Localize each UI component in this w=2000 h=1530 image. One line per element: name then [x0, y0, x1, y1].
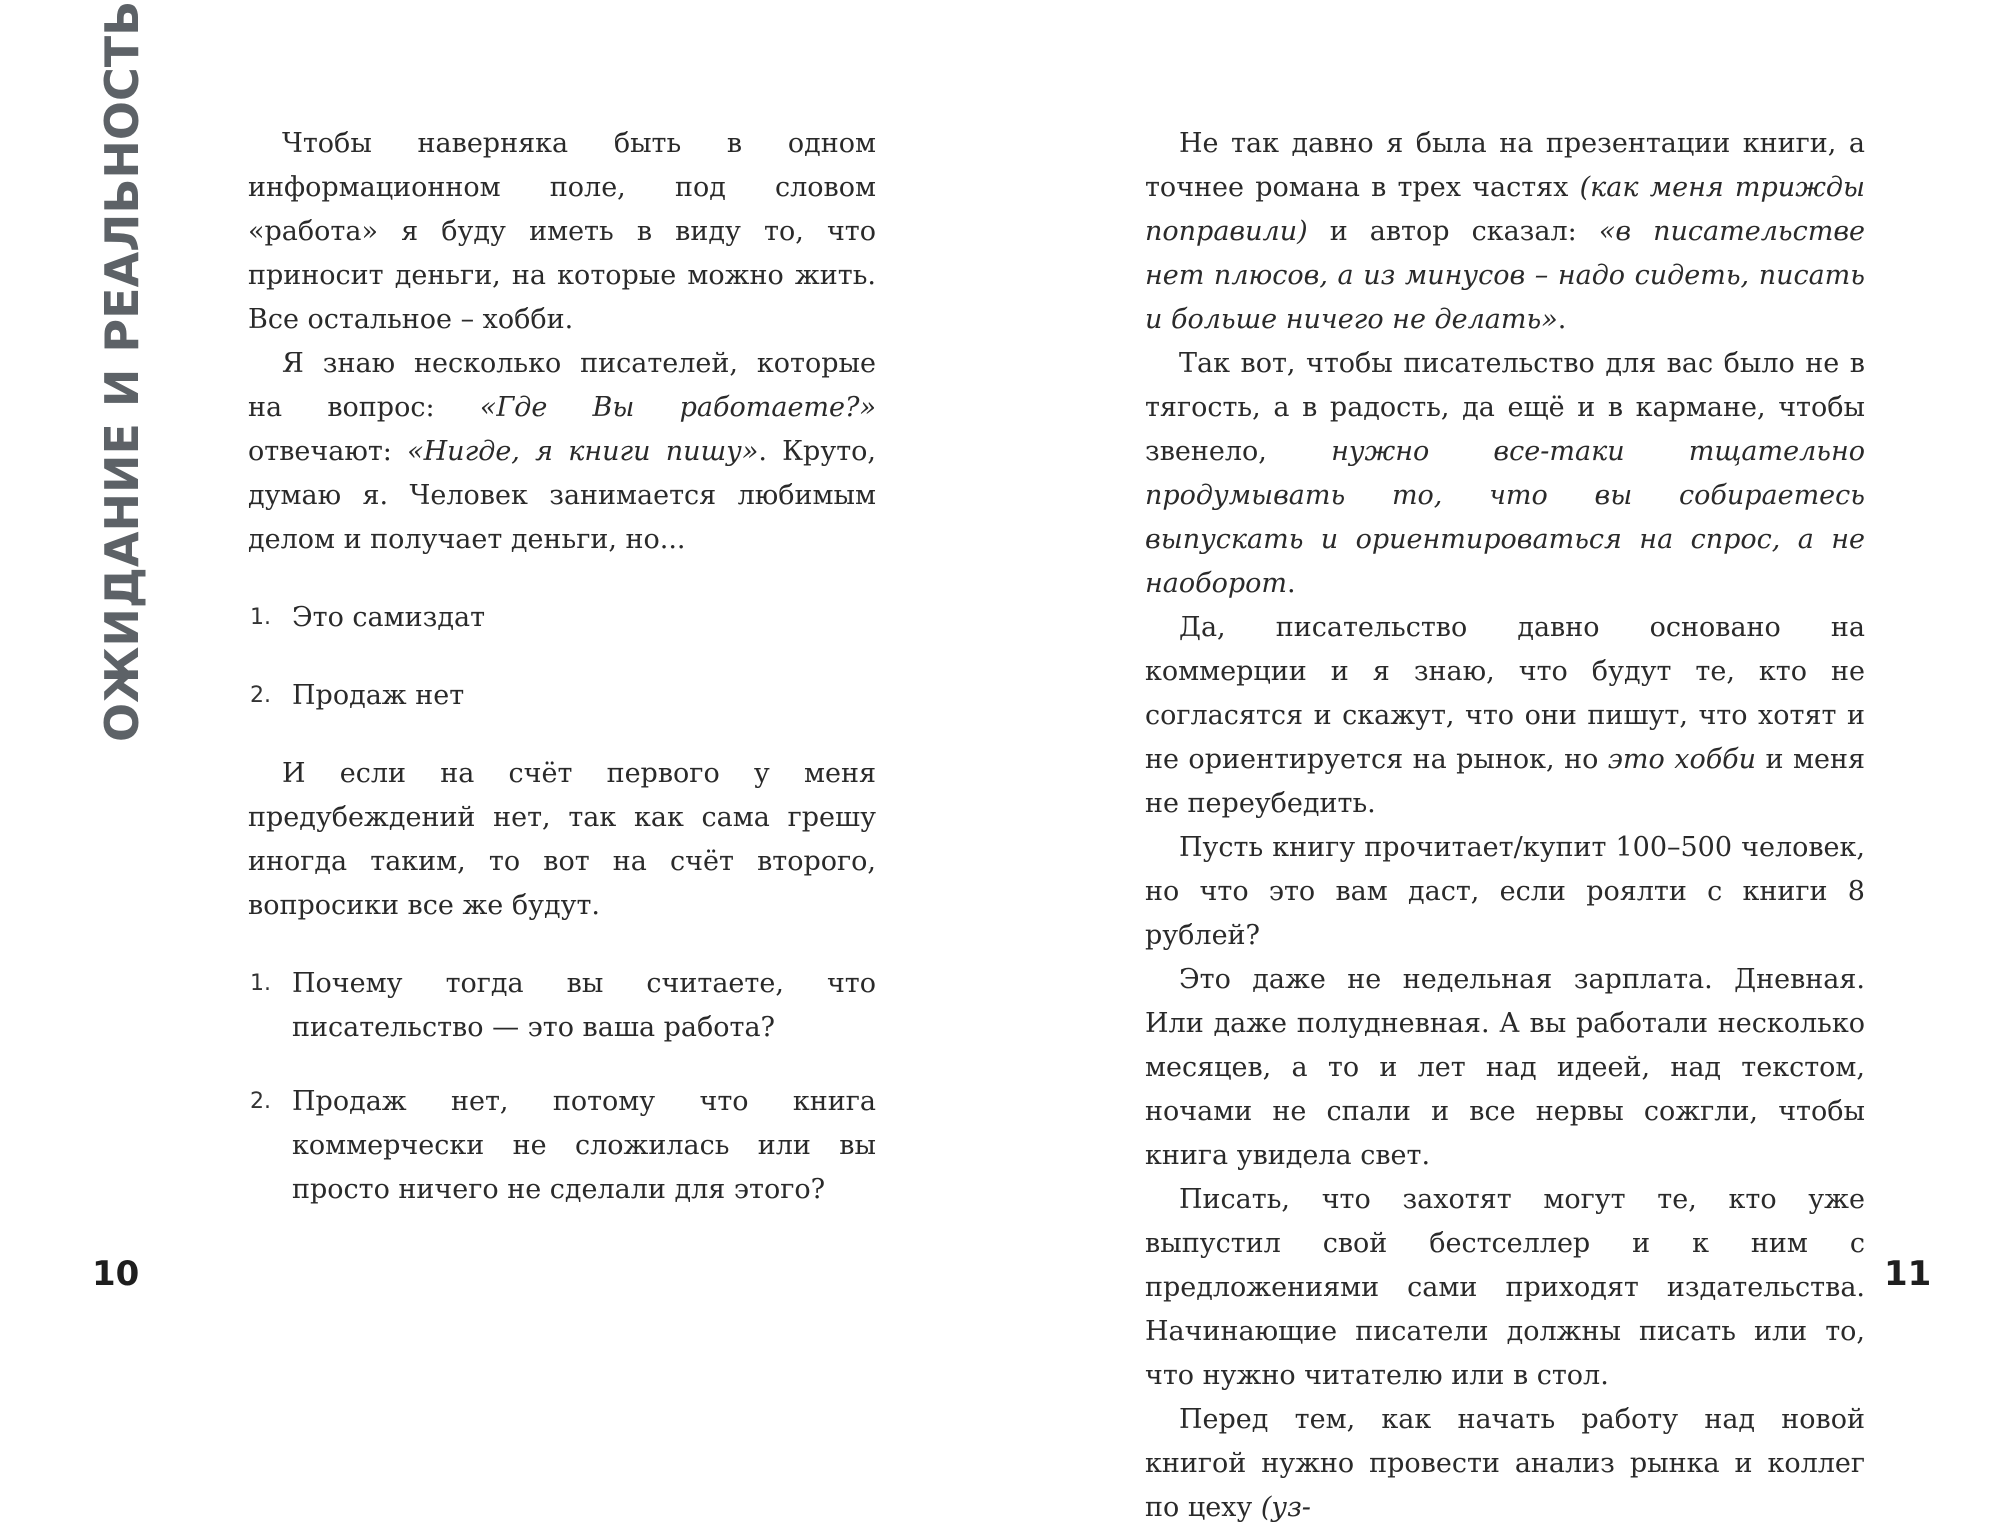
left-page-text [248, 122, 876, 1242]
text-run: отвечают: [248, 436, 408, 467]
italic-emphasis: это хобби [1607, 744, 1757, 775]
text-run: Не так давно я была на презентации книги, а точнее романа в трех частях [1145, 128, 1865, 203]
italic-aside: (как меня трижды поправили) [1145, 172, 1865, 247]
page-number-left: 10 [92, 1254, 140, 1294]
paragraph: Это даже не недельная зарплата. Дневная. Или даже полудневная. А вы работали несколько месяцев, а то и лет над идеей, над текстом, ночами не спали и все нервы сожгли, чтобы книга увидела свет. [1145, 964, 1865, 1171]
paragraph: Пусть книгу прочитает/купит 100–500 человек, но что это вам даст, если роялти с книги 8 рублей? [1145, 832, 1865, 951]
list-number: 1. [250, 605, 271, 630]
text-run: . [1287, 568, 1296, 599]
right-page-text [1145, 122, 1865, 1530]
list-item [248, 674, 876, 718]
list-number: 2. [250, 683, 271, 708]
paragraph [1145, 122, 1865, 342]
list-item [248, 1080, 876, 1212]
italic-quote: «в писательстве нет плюсов, а из минусов – надо сидеть, писать и больше ничего не делать» [1145, 216, 1866, 335]
text-run: Перед тем, как начать работу над новой книгой нужно провести анализ рынка и коллег по цеху [1145, 1404, 1865, 1523]
text-run: . [1557, 304, 1567, 335]
numbered-list [248, 596, 876, 718]
paragraph [248, 342, 876, 562]
page-number-right: 11 [1884, 1254, 1932, 1294]
italic-quote: «Нигде, я книги пишу» [407, 436, 759, 467]
list-number: 2. [250, 1089, 271, 1114]
paragraph: Чтобы наверняка быть в одном информационном поле, под словом «работа» я буду иметь в виду то, что приносит деньги, на которые можно жить. Все остальное – хобби. [248, 128, 876, 335]
text-run: и меня не переубедить. [1145, 744, 1865, 819]
list-item-text: Продаж нет, потому что книга коммерчески не сложилась или вы просто ничего не сделали для этого? [292, 1086, 876, 1205]
paragraph: Писать, что захотят могут те, кто уже выпустил свой бестселлер и к ним с предложениями сами приходят издательства. Начинающие писатели должны писать или то, что нужно читателю или в стол. [1145, 1184, 1865, 1391]
paragraph [1145, 606, 1865, 826]
paragraph: И если на счёт первого у меня предубеждений нет, так как сама грешу иногда таким, то вот на счёт второго, вопросики все же будут. [248, 758, 876, 921]
text-run: Да, писательство давно основано на коммерции и я знаю, что будут те, кто не согласятся и скажут, что они пишут, что хотят и не ориентируется на рынок, но [1145, 612, 1865, 775]
section-title: ОЖИДАНИЕ И РЕАЛЬНОСТЬ [95, 0, 149, 742]
text-run: Я знаю несколько писателей, которые на вопрос: [248, 348, 876, 423]
list-item [248, 962, 876, 1050]
list-number: 1. [250, 971, 271, 996]
text-run: . Круто, думаю я. Человек занимается любимым делом и получает деньги, но... [248, 436, 877, 555]
list-item-text: Продаж нет [292, 680, 465, 711]
list-item-text: Почему тогда вы считаете, что писательство — это ваша работа? [292, 968, 876, 1043]
text-run: Так вот, чтобы писательство для вас было не в тягость, а в радость, да ещё и в кармане, чтобы звенело, [1145, 348, 1865, 467]
list-item [248, 596, 876, 640]
paragraph [1145, 342, 1865, 606]
text-run: и автор сказал: [1307, 216, 1599, 247]
italic-aside: (уз- [1260, 1492, 1311, 1523]
italic-emphasis: нужно все-таки тщательно продумывать то, что вы собираетесь выпускать и ориентироваться на спрос, а не наоборот [1145, 436, 1866, 599]
list-item-text: Это самиздат [292, 602, 486, 633]
numbered-list [248, 962, 876, 1212]
italic-quote: «Где Вы работаете?» [479, 392, 877, 423]
